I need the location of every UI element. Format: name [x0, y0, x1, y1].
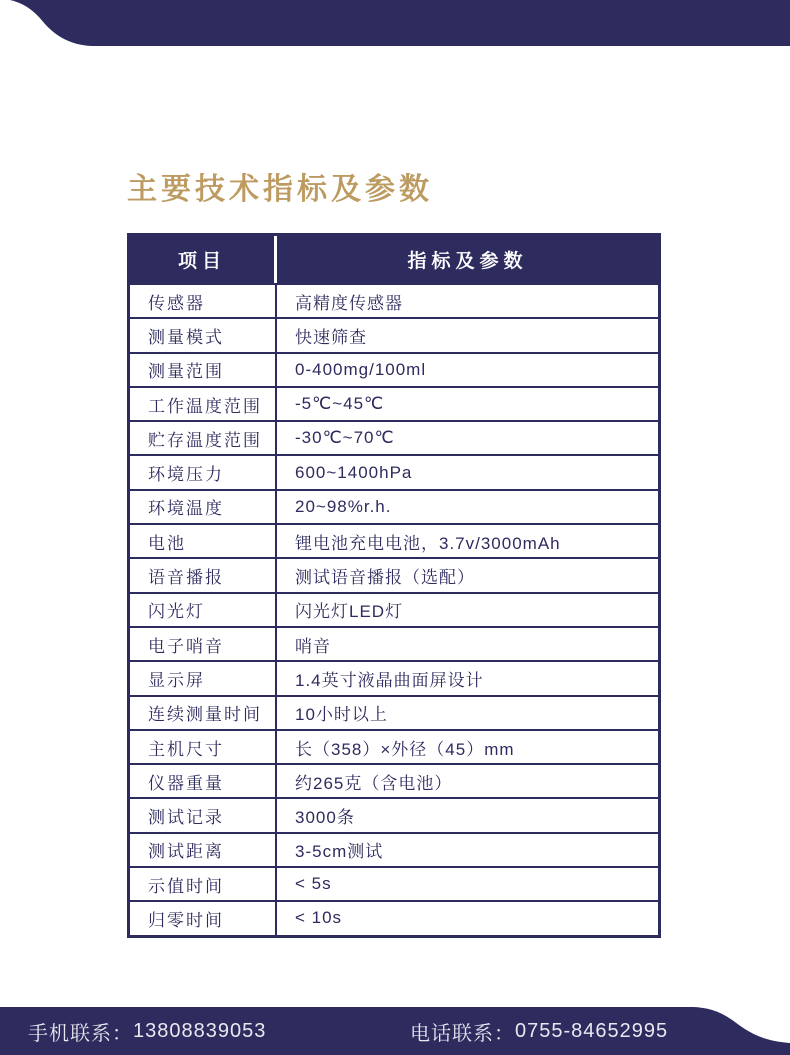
spec-item-cell: 语音播报 — [130, 559, 277, 591]
spec-item-cell: 测量模式 — [130, 319, 277, 351]
spec-value-cell: 600~1400hPa — [295, 462, 413, 482]
spec-row — [130, 660, 658, 694]
spec-value-cell: 10小时以上 — [295, 705, 388, 725]
spec-value-cell: < 10s — [295, 908, 343, 928]
spec-item-cell: 显示屏 — [130, 662, 277, 694]
spec-row — [130, 900, 658, 934]
mobile-contact — [28, 1007, 266, 1055]
spec-row — [130, 695, 658, 729]
spec-row — [130, 352, 658, 386]
mobile-contact-number: 13808839053 — [133, 1019, 267, 1042]
phone-contact — [410, 1007, 668, 1055]
spec-value-cell: 闪光灯LED灯 — [295, 602, 404, 622]
spec-value-cell: -30℃~70℃ — [295, 428, 395, 448]
spec-item-cell: 电池 — [130, 525, 277, 557]
spec-value-cell: 哨音 — [295, 636, 331, 656]
footer-bar — [0, 1007, 790, 1055]
spec-item-cell: 测量范围 — [130, 354, 277, 386]
spec-value-cell: 20~98%r.h. — [295, 496, 392, 516]
spec-item-cell: 工作温度范围 — [130, 388, 277, 420]
phone-contact-label: 电话联系： — [410, 1022, 515, 1045]
spec-value-cell: 长（358）×外径（45）mm — [295, 739, 515, 759]
table-header-row — [130, 236, 658, 283]
spec-row — [130, 283, 658, 317]
spec-item-cell: 仪器重量 — [130, 765, 277, 797]
spec-row — [130, 523, 658, 557]
spec-row — [130, 386, 658, 420]
spec-item-cell: 环境温度 — [130, 491, 277, 523]
spec-row — [130, 866, 658, 900]
spec-item-cell: 环境压力 — [130, 456, 277, 488]
spec-row — [130, 420, 658, 454]
page-title: 主要技术指标及参数 — [127, 173, 433, 206]
spec-row — [130, 317, 658, 351]
column-header-item: 项目 — [130, 236, 277, 283]
spec-item-cell: 归零时间 — [130, 902, 277, 934]
spec-value-cell: 快速筛查 — [295, 327, 367, 347]
column-header-value: 指标及参数 — [407, 251, 528, 272]
mobile-contact-label: 手机联系： — [28, 1022, 133, 1045]
spec-row — [130, 626, 658, 660]
spec-item-cell: 传感器 — [130, 285, 277, 317]
spec-value-cell: 测试语音播报（选配） — [295, 568, 475, 588]
phone-contact-number: 0755-84652995 — [515, 1019, 669, 1042]
spec-value-cell: 锂电池充电电池，3.7v/3000mAh — [295, 533, 561, 553]
spec-table — [127, 233, 661, 938]
top-banner-shape — [0, 0, 790, 50]
spec-item-cell: 测试记录 — [130, 799, 277, 831]
spec-row — [130, 729, 658, 763]
spec-value-cell: 3000条 — [295, 808, 355, 828]
spec-item-cell: 连续测量时间 — [130, 697, 277, 729]
spec-row — [130, 454, 658, 488]
spec-row — [130, 489, 658, 523]
spec-item-cell: 测试距离 — [130, 834, 277, 866]
spec-value-cell: 高精度传感器 — [295, 293, 403, 313]
spec-row — [130, 763, 658, 797]
spec-item-cell: 主机尺寸 — [130, 731, 277, 763]
spec-row — [130, 832, 658, 866]
spec-value-cell: 约265克（含电池） — [295, 773, 453, 793]
spec-value-cell: < 5s — [295, 874, 332, 894]
spec-item-cell: 电子哨音 — [130, 628, 277, 660]
spec-row — [130, 592, 658, 626]
spec-item-cell: 贮存温度范围 — [130, 422, 277, 454]
spec-row — [130, 557, 658, 591]
spec-value-cell: 3-5cm测试 — [295, 842, 384, 862]
spec-row — [130, 797, 658, 831]
spec-item-cell: 示值时间 — [130, 868, 277, 900]
spec-value-cell: 0-400mg/100ml — [295, 359, 427, 379]
spec-value-cell: 1.4英寸液晶曲面屏设计 — [295, 670, 484, 690]
spec-item-cell: 闪光灯 — [130, 594, 277, 626]
spec-value-cell: -5℃~45℃ — [295, 394, 385, 414]
